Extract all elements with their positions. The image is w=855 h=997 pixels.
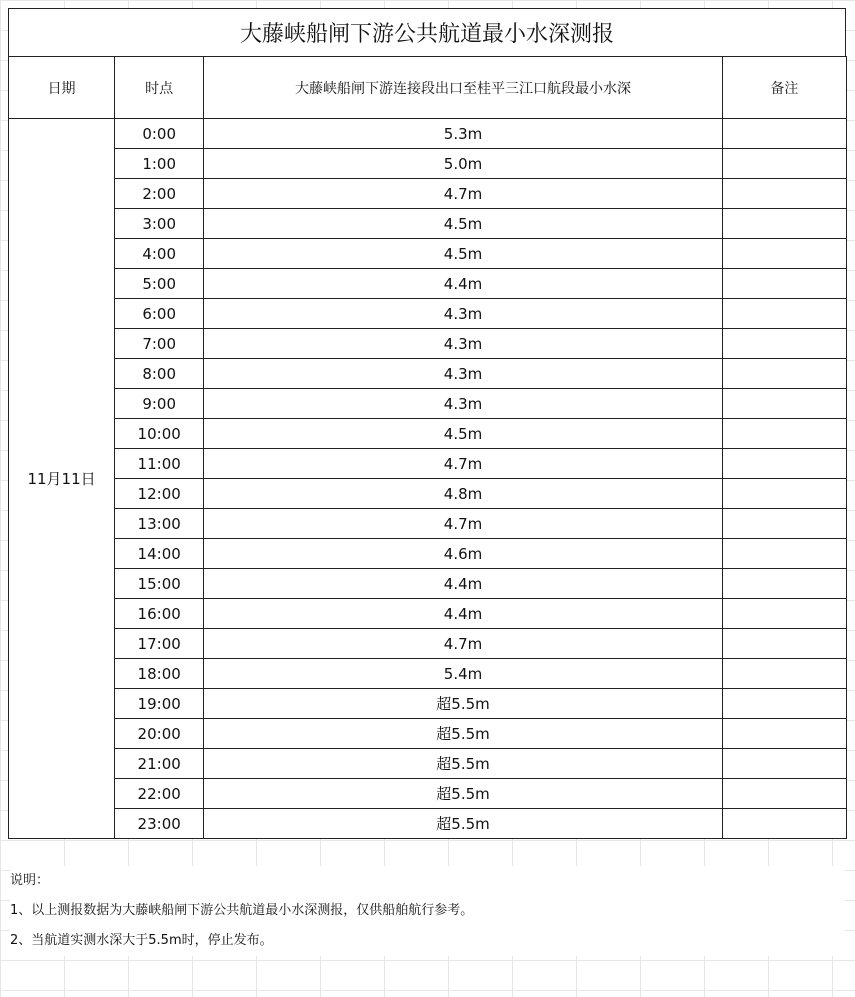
table-row bbox=[9, 359, 847, 389]
notes-line-1: 1、以上测报数据为大藤峡船闸下游公共航道最小水深测报，仅供船舶航行参考。 bbox=[10, 896, 845, 926]
time-cell: 5:00 bbox=[115, 269, 204, 299]
table-row bbox=[9, 329, 847, 359]
note-cell bbox=[722, 599, 846, 629]
table-row bbox=[9, 449, 847, 479]
note-cell bbox=[722, 569, 846, 599]
table-row bbox=[9, 809, 847, 839]
depth-cell: 4.5m bbox=[204, 419, 723, 449]
table-row bbox=[9, 719, 847, 749]
time-cell: 23:00 bbox=[115, 809, 204, 839]
depth-cell: 4.7m bbox=[204, 449, 723, 479]
depth-cell: 超5.5m bbox=[204, 809, 723, 839]
time-cell: 15:00 bbox=[115, 569, 204, 599]
note-cell bbox=[722, 719, 846, 749]
table-row bbox=[9, 599, 847, 629]
depth-report-table bbox=[8, 56, 847, 839]
depth-cell: 5.3m bbox=[204, 119, 723, 149]
table-row bbox=[9, 629, 847, 659]
note-cell bbox=[722, 779, 846, 809]
time-cell: 10:00 bbox=[115, 419, 204, 449]
note-cell bbox=[722, 269, 846, 299]
table-row bbox=[9, 149, 847, 179]
time-cell: 20:00 bbox=[115, 719, 204, 749]
note-cell bbox=[722, 689, 846, 719]
note-cell bbox=[722, 239, 846, 269]
time-cell: 7:00 bbox=[115, 329, 204, 359]
note-cell bbox=[722, 179, 846, 209]
note-cell bbox=[722, 449, 846, 479]
note-cell bbox=[722, 749, 846, 779]
time-cell: 6:00 bbox=[115, 299, 204, 329]
table-row bbox=[9, 539, 847, 569]
table-row bbox=[9, 569, 847, 599]
depth-cell: 5.4m bbox=[204, 659, 723, 689]
time-cell: 16:00 bbox=[115, 599, 204, 629]
depth-cell: 4.8m bbox=[204, 479, 723, 509]
report-title: 大藤峡船闸下游公共航道最小水深测报 bbox=[8, 8, 846, 56]
depth-cell: 4.5m bbox=[204, 209, 723, 239]
time-cell: 13:00 bbox=[115, 509, 204, 539]
note-cell bbox=[722, 479, 846, 509]
time-cell: 21:00 bbox=[115, 749, 204, 779]
depth-cell: 4.7m bbox=[204, 509, 723, 539]
table-row bbox=[9, 269, 847, 299]
notes-section bbox=[10, 866, 845, 956]
depth-cell: 4.6m bbox=[204, 539, 723, 569]
note-cell bbox=[722, 299, 846, 329]
time-cell: 11:00 bbox=[115, 449, 204, 479]
table-row bbox=[9, 239, 847, 269]
time-cell: 3:00 bbox=[115, 209, 204, 239]
depth-cell: 4.3m bbox=[204, 389, 723, 419]
depth-cell: 4.3m bbox=[204, 329, 723, 359]
depth-cell: 4.4m bbox=[204, 569, 723, 599]
note-cell bbox=[722, 329, 846, 359]
depth-cell: 4.3m bbox=[204, 359, 723, 389]
table-body bbox=[9, 119, 847, 839]
header-depth: 大藤峡船闸下游连接段出口至桂平三江口航段最小水深 bbox=[204, 57, 723, 119]
note-cell bbox=[722, 659, 846, 689]
note-cell bbox=[722, 539, 846, 569]
time-cell: 19:00 bbox=[115, 689, 204, 719]
note-cell bbox=[722, 359, 846, 389]
note-cell bbox=[722, 149, 846, 179]
note-cell bbox=[722, 629, 846, 659]
note-cell bbox=[722, 209, 846, 239]
table-row bbox=[9, 209, 847, 239]
depth-cell: 5.0m bbox=[204, 149, 723, 179]
note-cell bbox=[722, 809, 846, 839]
notes-heading: 说明： bbox=[10, 866, 845, 896]
note-cell bbox=[722, 419, 846, 449]
time-cell: 22:00 bbox=[115, 779, 204, 809]
time-cell: 8:00 bbox=[115, 359, 204, 389]
table-row bbox=[9, 389, 847, 419]
date-cell: 11月11日 bbox=[9, 119, 115, 839]
time-cell: 18:00 bbox=[115, 659, 204, 689]
depth-cell: 超5.5m bbox=[204, 719, 723, 749]
table-row bbox=[9, 119, 847, 149]
time-cell: 4:00 bbox=[115, 239, 204, 269]
depth-cell: 4.7m bbox=[204, 629, 723, 659]
time-cell: 1:00 bbox=[115, 149, 204, 179]
table-row bbox=[9, 479, 847, 509]
table-row bbox=[9, 749, 847, 779]
depth-cell: 超5.5m bbox=[204, 689, 723, 719]
depth-cell: 4.3m bbox=[204, 299, 723, 329]
time-cell: 12:00 bbox=[115, 479, 204, 509]
table-row bbox=[9, 689, 847, 719]
depth-cell: 超5.5m bbox=[204, 749, 723, 779]
notes-line-2: 2、当航道实测水深大于5.5m时，停止发布。 bbox=[10, 926, 845, 956]
table-row bbox=[9, 779, 847, 809]
depth-cell: 4.4m bbox=[204, 599, 723, 629]
header-date: 日期 bbox=[9, 57, 115, 119]
depth-cell: 4.4m bbox=[204, 269, 723, 299]
table-header-row bbox=[9, 57, 847, 119]
header-note: 备注 bbox=[722, 57, 846, 119]
time-cell: 14:00 bbox=[115, 539, 204, 569]
note-cell bbox=[722, 119, 846, 149]
time-cell: 2:00 bbox=[115, 179, 204, 209]
header-time: 时点 bbox=[115, 57, 204, 119]
depth-cell: 超5.5m bbox=[204, 779, 723, 809]
time-cell: 9:00 bbox=[115, 389, 204, 419]
table-row bbox=[9, 509, 847, 539]
time-cell: 17:00 bbox=[115, 629, 204, 659]
table-row bbox=[9, 419, 847, 449]
table-row bbox=[9, 179, 847, 209]
note-cell bbox=[722, 389, 846, 419]
table-row bbox=[9, 659, 847, 689]
depth-cell: 4.5m bbox=[204, 239, 723, 269]
table-row bbox=[9, 299, 847, 329]
time-cell: 0:00 bbox=[115, 119, 204, 149]
note-cell bbox=[722, 509, 846, 539]
depth-cell: 4.7m bbox=[204, 179, 723, 209]
